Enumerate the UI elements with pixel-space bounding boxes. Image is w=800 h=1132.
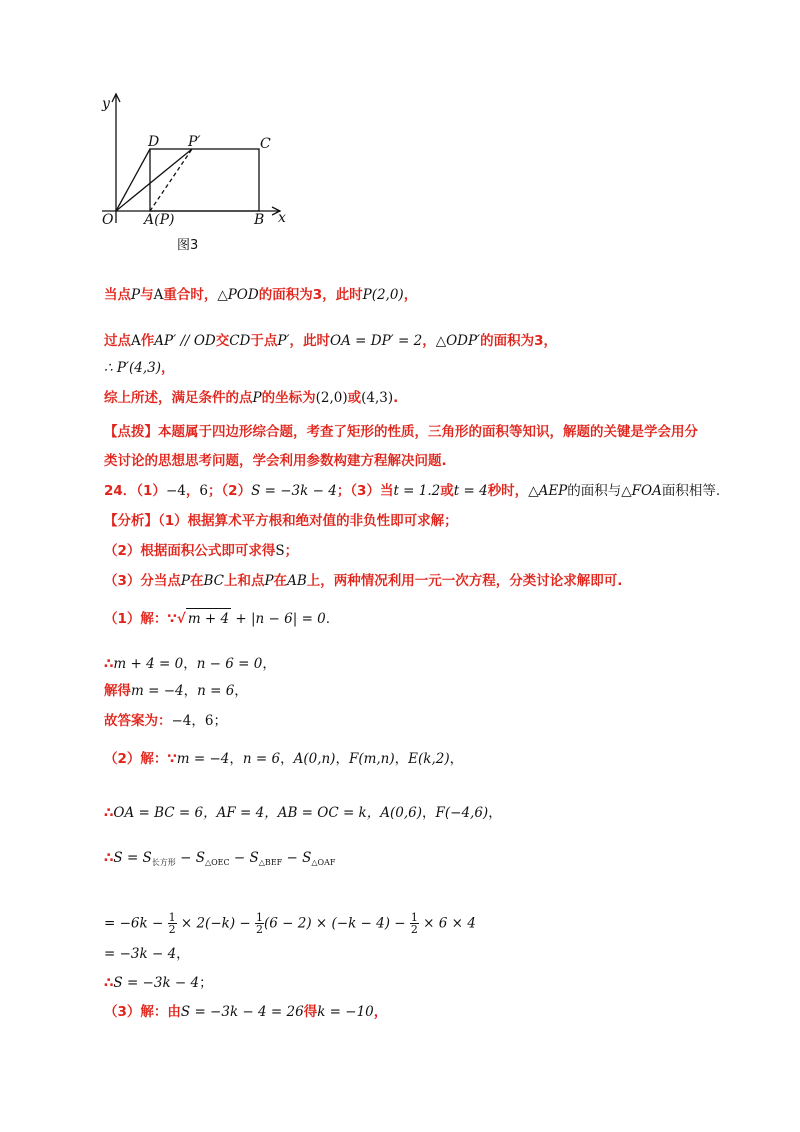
t: 当点 bbox=[104, 287, 131, 303]
den: 2 bbox=[255, 923, 263, 936]
point-a: A bbox=[131, 333, 141, 349]
t: （3）解：由 bbox=[104, 1004, 181, 1020]
tip-line-2: 类讨论的思想思考问题，学会利用参数构建方程解决问题. bbox=[104, 453, 447, 469]
segment-ap-prime-dashed bbox=[150, 149, 192, 211]
solution-2-line-3 bbox=[104, 848, 335, 870]
eq-1: m = −4 bbox=[131, 683, 184, 699]
geometry-figure bbox=[92, 88, 302, 258]
t: （3）分当点 bbox=[104, 573, 181, 589]
sub: △BEF bbox=[258, 858, 283, 867]
v: −4 bbox=[165, 483, 186, 499]
t: ， bbox=[185, 483, 200, 499]
v: S bbox=[275, 543, 285, 559]
t: ， bbox=[229, 751, 243, 767]
t: ， bbox=[373, 1004, 388, 1020]
den: 2 bbox=[410, 923, 418, 936]
t: 作 bbox=[140, 333, 155, 349]
t: ∴ bbox=[104, 975, 114, 991]
point-a: A bbox=[153, 287, 164, 303]
v: 6 bbox=[199, 483, 208, 499]
t-1: t = 1.2 bbox=[393, 483, 441, 499]
point-a: A(0,6) bbox=[380, 805, 423, 821]
t: ， bbox=[183, 683, 198, 699]
segment-bc: BC bbox=[203, 573, 225, 589]
t: ， bbox=[335, 751, 349, 767]
t: （2）解：∵ bbox=[104, 751, 177, 767]
t: ； bbox=[199, 975, 213, 991]
text-line-4 bbox=[104, 388, 398, 408]
t: ，此时 bbox=[289, 333, 331, 349]
point-f: F(m,n) bbox=[348, 751, 395, 767]
num: 1 bbox=[168, 911, 176, 924]
solution-1-line-2 bbox=[104, 654, 276, 674]
label-p-prime: P′ bbox=[188, 134, 201, 150]
lengths: OA = BC = 6，AF = 4，AB = OC = k， bbox=[113, 805, 381, 821]
label-c: C bbox=[260, 136, 271, 152]
solution-1-line-1: （1）解：∵√ m + 4 + |n − 6| = 0. bbox=[104, 608, 330, 629]
label-o: O bbox=[102, 212, 114, 228]
fraction-half bbox=[255, 912, 264, 935]
solution-2-line-1 bbox=[104, 749, 463, 769]
t: ， bbox=[176, 946, 190, 962]
point-p: P bbox=[180, 573, 190, 589]
triangle-aep: △AEP bbox=[528, 483, 568, 499]
analysis-line-3 bbox=[104, 571, 622, 591]
coord-4-3: (4,3) bbox=[361, 390, 394, 406]
s: S = S bbox=[113, 850, 152, 866]
abs-expr: + |n − 6| = 0 bbox=[231, 611, 326, 627]
expr: × 6 × 4 bbox=[418, 915, 476, 932]
expr: S = −3k − 4 = 26 bbox=[180, 1004, 304, 1020]
t-2: t = 4 bbox=[453, 483, 488, 499]
expr: = −3k − 4 bbox=[104, 946, 177, 962]
expr: k = −10 bbox=[317, 1004, 374, 1020]
solution-1-line-4 bbox=[104, 711, 227, 731]
t: 的面积与 bbox=[567, 483, 622, 499]
t: 的面积为3， bbox=[480, 333, 558, 349]
t: ， bbox=[280, 751, 294, 767]
coord-2-0: (2,0) bbox=[315, 390, 348, 406]
num: 1 bbox=[255, 911, 263, 924]
answer-24 bbox=[104, 481, 720, 501]
label-d: D bbox=[148, 134, 160, 150]
t: . bbox=[393, 390, 399, 406]
eq-1: m + 4 = 0 bbox=[113, 656, 184, 672]
t: ， bbox=[183, 656, 197, 672]
label-b: B bbox=[254, 212, 265, 228]
t: 故答案为： bbox=[104, 713, 172, 729]
point-a: A(0,n) bbox=[293, 751, 336, 767]
tip-line-1: 【点拨】本题属于四边形综合题，考查了矩形的性质，三角形的面积等知识，解题的关键是学会用分 bbox=[104, 424, 698, 440]
segment-cd: CD bbox=[229, 333, 251, 349]
s: − S bbox=[175, 850, 205, 866]
t: ， bbox=[161, 360, 175, 376]
triangle-odp: △ODP′ bbox=[435, 333, 481, 349]
t: . bbox=[325, 611, 331, 627]
sub: △OAF bbox=[311, 858, 336, 867]
figure-caption: 图3 bbox=[177, 238, 199, 253]
t: 在 bbox=[273, 573, 288, 589]
t: 面积相等. bbox=[661, 483, 721, 499]
t: 或 bbox=[347, 390, 362, 406]
t: 24．（1） bbox=[104, 483, 166, 499]
rectangle-ocbd bbox=[150, 149, 259, 211]
t: ∴ bbox=[104, 805, 114, 821]
point-e: E(k,2) bbox=[408, 751, 450, 767]
point-p: P bbox=[252, 390, 262, 406]
fraction-half bbox=[410, 912, 419, 935]
s: − S bbox=[229, 850, 259, 866]
solution-3-line-1 bbox=[104, 1002, 387, 1022]
t: ；（2） bbox=[207, 483, 252, 499]
analysis-line-1: 【分析】（1）根据算术平方根和绝对值的非负性即可求解； bbox=[104, 513, 458, 529]
expr: × 2(−k) − bbox=[176, 915, 255, 932]
solution-2-line-5 bbox=[104, 944, 190, 964]
t: 解得 bbox=[104, 683, 131, 699]
point-p-2-0: P(2,0) bbox=[362, 287, 404, 303]
den: 2 bbox=[168, 923, 176, 936]
t: ， bbox=[234, 683, 248, 699]
t: 或 bbox=[440, 483, 454, 499]
label-a-p: A(P) bbox=[144, 212, 175, 228]
v: 6 bbox=[204, 713, 214, 729]
label-y: y bbox=[102, 96, 110, 112]
expr: (6 − 2) × (−k − 4) − bbox=[263, 915, 410, 932]
eq-m: m = −4 bbox=[176, 751, 230, 767]
parallel-expr: AP′ // OD bbox=[154, 333, 216, 349]
t: 上，两种情况利用一元一次方程，分类讨论求解即可. bbox=[306, 573, 623, 589]
text-line-2 bbox=[104, 331, 557, 351]
t: ， bbox=[394, 751, 409, 767]
t: 的坐标为 bbox=[261, 390, 316, 406]
t: ， bbox=[403, 287, 418, 303]
point-p-prime: P′ bbox=[277, 333, 290, 349]
text-line-3 bbox=[104, 358, 175, 378]
eq-2: n = 6 bbox=[197, 683, 235, 699]
s: − S bbox=[282, 850, 312, 866]
solution-2-line-2 bbox=[104, 803, 502, 823]
length-expr: OA = DP′ = 2 bbox=[330, 333, 423, 349]
solution-2-line-4 bbox=[104, 912, 476, 935]
solution-1-line-3 bbox=[104, 681, 248, 701]
eq-2: n − 6 = 0 bbox=[196, 656, 263, 672]
num: 1 bbox=[410, 911, 418, 924]
t: 上和点 bbox=[224, 573, 265, 589]
sub: △OEC bbox=[204, 858, 230, 867]
sub: 长方形 bbox=[151, 858, 176, 867]
t: 于点 bbox=[250, 333, 278, 349]
t: （2）根据面积公式即可求得 bbox=[104, 543, 276, 559]
s-expr: S = −3k − 4 bbox=[251, 483, 337, 499]
text-line-1 bbox=[104, 285, 417, 305]
t: 综上所述，满足条件的点 bbox=[104, 390, 253, 406]
t: 在 bbox=[190, 573, 204, 589]
eq-n: n = 6 bbox=[242, 751, 281, 767]
expr: = −6k − bbox=[104, 915, 168, 932]
t: ， bbox=[422, 333, 436, 349]
analysis-line-2 bbox=[104, 541, 298, 561]
t: 秒时， bbox=[487, 483, 529, 499]
triangle-pod: △POD bbox=[217, 287, 259, 303]
t: ；（3）当 bbox=[336, 483, 394, 499]
v: −4 bbox=[171, 713, 192, 729]
point-p: P bbox=[131, 287, 141, 303]
t: 过点 bbox=[104, 333, 131, 349]
triangle-foa: △FOA bbox=[621, 483, 662, 499]
expr: S = −3k − 4 bbox=[113, 975, 200, 991]
point-f: F(−4,6) bbox=[435, 805, 489, 821]
t: ， bbox=[449, 751, 464, 767]
t: ， bbox=[488, 805, 502, 821]
t: 的面积为3，此时 bbox=[258, 287, 363, 303]
t: ， bbox=[262, 656, 276, 672]
t: （1）解：∵ bbox=[104, 611, 177, 627]
conclusion-expr: ∴ P′(4,3) bbox=[104, 360, 162, 376]
solution-2-line-6 bbox=[104, 973, 213, 993]
segment-ab: AB bbox=[287, 573, 307, 589]
t: ， bbox=[191, 713, 205, 729]
sqrt-expr: m + 4 bbox=[186, 608, 231, 629]
point-p: P bbox=[264, 573, 274, 589]
segment-op-prime bbox=[116, 149, 192, 211]
label-x: x bbox=[278, 210, 286, 226]
t: 重合时， bbox=[163, 287, 218, 303]
t: 与 bbox=[140, 287, 154, 303]
t: ； bbox=[284, 543, 299, 559]
t: ∴ bbox=[104, 656, 114, 672]
t: ； bbox=[213, 713, 227, 729]
fraction-half bbox=[168, 912, 177, 935]
t: ， bbox=[422, 805, 436, 821]
t: 交 bbox=[215, 333, 230, 349]
segment-od bbox=[116, 149, 150, 211]
t: ∴ bbox=[104, 850, 114, 866]
t: 得 bbox=[303, 1004, 318, 1020]
